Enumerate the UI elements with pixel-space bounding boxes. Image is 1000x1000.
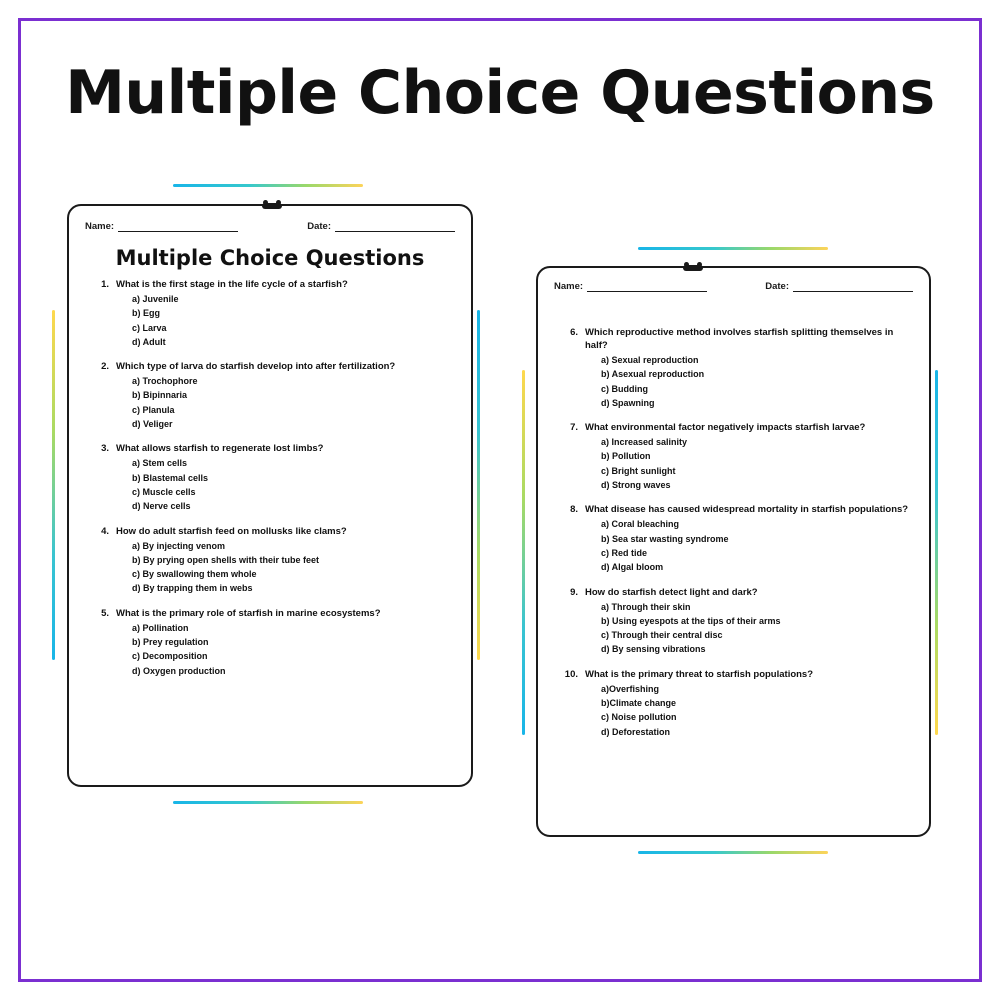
question-list-left <box>83 278 459 689</box>
question-option[interactable]: a) Coral bleaching <box>601 519 680 530</box>
question-option[interactable]: d) Oxygen production <box>132 665 226 676</box>
question-option[interactable]: d) Deforestation <box>601 726 671 737</box>
decoration-line-side-left <box>52 310 55 660</box>
question-number: 8. <box>570 504 578 516</box>
question-option[interactable]: a)Overfishing <box>601 683 660 694</box>
question-option[interactable]: b) Using eyespots at the tips of their arms <box>601 615 781 626</box>
question-list-right <box>552 326 917 750</box>
decoration-line-side-left-inner <box>477 310 480 660</box>
question-option[interactable]: c) Decomposition <box>132 651 208 662</box>
decoration-line-side-right <box>522 370 525 735</box>
date-input-line[interactable] <box>793 280 913 292</box>
decoration-line-side-right-inner <box>935 370 938 735</box>
question-option[interactable]: b) Sea star wasting syndrome <box>601 533 729 544</box>
question-item <box>552 586 917 657</box>
question-option[interactable]: c) Muscle cells <box>132 486 196 497</box>
question-item <box>83 525 459 596</box>
date-label: Date: <box>307 221 331 232</box>
name-label: Name: <box>554 281 584 292</box>
question-option[interactable]: a) Stem cells <box>132 458 188 469</box>
question-option[interactable]: d) Spawning <box>601 397 655 408</box>
question-text: Which type of larva do starfish develop into after fertilization? <box>116 361 396 373</box>
question-option[interactable]: b) By prying open shells with their tube feet <box>132 554 320 565</box>
question-number: 7. <box>570 422 578 434</box>
clip-icon <box>262 203 282 209</box>
question-option[interactable]: a) Juvenile <box>132 294 179 304</box>
question-item <box>552 421 917 492</box>
clip-icon <box>683 265 703 271</box>
decoration-line-top-right <box>638 247 828 250</box>
question-option[interactable]: a) By injecting venom <box>132 540 226 551</box>
question-text: How do adult starfish feed on mollusks like clams? <box>116 525 347 537</box>
question-option[interactable]: b) Blastemal cells <box>132 472 209 483</box>
name-input-line[interactable] <box>587 280 707 292</box>
sheet-heading: Multiple Choice Questions <box>115 246 425 270</box>
date-field <box>307 220 455 232</box>
question-option[interactable]: a) Sexual reproduction <box>601 355 699 365</box>
question-option[interactable]: c) Red tide <box>601 547 648 558</box>
question-number: 1. <box>101 279 109 290</box>
question-number: 2. <box>101 361 109 373</box>
question-number: 9. <box>570 586 578 598</box>
question-option[interactable]: d) Strong waves <box>601 480 671 491</box>
question-text: What environmental factor negatively impacts starfish larvae? <box>585 422 866 434</box>
question-option[interactable]: d) Adult <box>132 336 166 347</box>
question-item <box>83 442 459 513</box>
name-input-line[interactable] <box>118 220 238 232</box>
worksheet-sheet-left <box>67 204 473 787</box>
question-option[interactable]: b) Pollution <box>601 451 651 462</box>
question-item <box>552 503 917 574</box>
question-number: 4. <box>101 525 109 537</box>
question-option[interactable]: c) Budding <box>601 383 648 394</box>
question-text: What allows starfish to regenerate lost limbs? <box>116 443 324 455</box>
question-number: 3. <box>101 443 109 455</box>
date-field <box>765 280 913 292</box>
question-option[interactable]: b) Asexual reproduction <box>601 369 705 380</box>
question-option[interactable]: c) By swallowing them whole <box>132 569 257 580</box>
question-option[interactable]: d) Algal bloom <box>601 562 664 573</box>
question-item <box>83 278 459 349</box>
question-option[interactable]: c) Bright sunlight <box>601 465 676 476</box>
name-date-row <box>85 220 455 232</box>
question-option[interactable]: d) By sensing vibrations <box>601 644 706 655</box>
decoration-line-bottom-right <box>638 851 828 854</box>
question-item <box>552 668 917 739</box>
question-option[interactable]: c) Larva <box>132 322 167 333</box>
decoration-line-bottom-left <box>173 801 363 804</box>
name-field <box>85 220 238 232</box>
page-title: Multiple Choice Questions <box>65 58 935 128</box>
question-text: What disease has caused widespread mortality in starfish populations? <box>585 504 909 516</box>
question-option[interactable]: b)Climate change <box>601 698 677 709</box>
question-text: What is the first stage in the life cycle of a starfish? <box>116 279 348 290</box>
question-text: Which reproductive method involves starfish splitting themselves in half? <box>585 327 894 351</box>
decoration-line-top-left <box>173 184 363 187</box>
question-option[interactable]: a) Trochophore <box>132 376 198 387</box>
name-date-row <box>554 280 913 292</box>
question-option[interactable]: a) Increased salinity <box>601 437 688 448</box>
question-text: What is the primary role of starfish in marine ecosystems? <box>116 607 381 619</box>
question-option[interactable]: a) Through their skin <box>601 601 691 612</box>
question-item <box>83 607 459 678</box>
question-item <box>83 360 459 431</box>
question-option[interactable]: b) Prey regulation <box>132 637 209 648</box>
question-number: 5. <box>101 607 109 619</box>
date-input-line[interactable] <box>335 220 455 232</box>
question-option[interactable]: c) Planula <box>132 404 175 415</box>
question-text: How do starfish detect light and dark? <box>585 586 758 598</box>
worksheet-sheet-right <box>536 266 931 837</box>
question-option[interactable]: c) Noise pollution <box>601 712 677 723</box>
question-option[interactable]: d) Veliger <box>132 419 173 430</box>
question-item <box>552 326 917 410</box>
name-field <box>554 280 707 292</box>
question-text: What is the primary threat to starfish populations? <box>585 668 814 680</box>
question-option[interactable]: d) By trapping them in webs <box>132 583 253 594</box>
date-label: Date: <box>765 281 789 292</box>
question-option[interactable]: b) Egg <box>132 308 160 319</box>
question-option[interactable]: d) Nerve cells <box>132 501 191 512</box>
question-option[interactable]: c) Through their central disc <box>601 630 723 641</box>
question-option[interactable]: b) Bipinnaria <box>132 390 188 401</box>
question-option[interactable]: a) Pollination <box>132 622 189 633</box>
question-number: 6. <box>570 327 578 338</box>
name-label: Name: <box>85 221 115 232</box>
question-number: 10. <box>564 668 578 680</box>
